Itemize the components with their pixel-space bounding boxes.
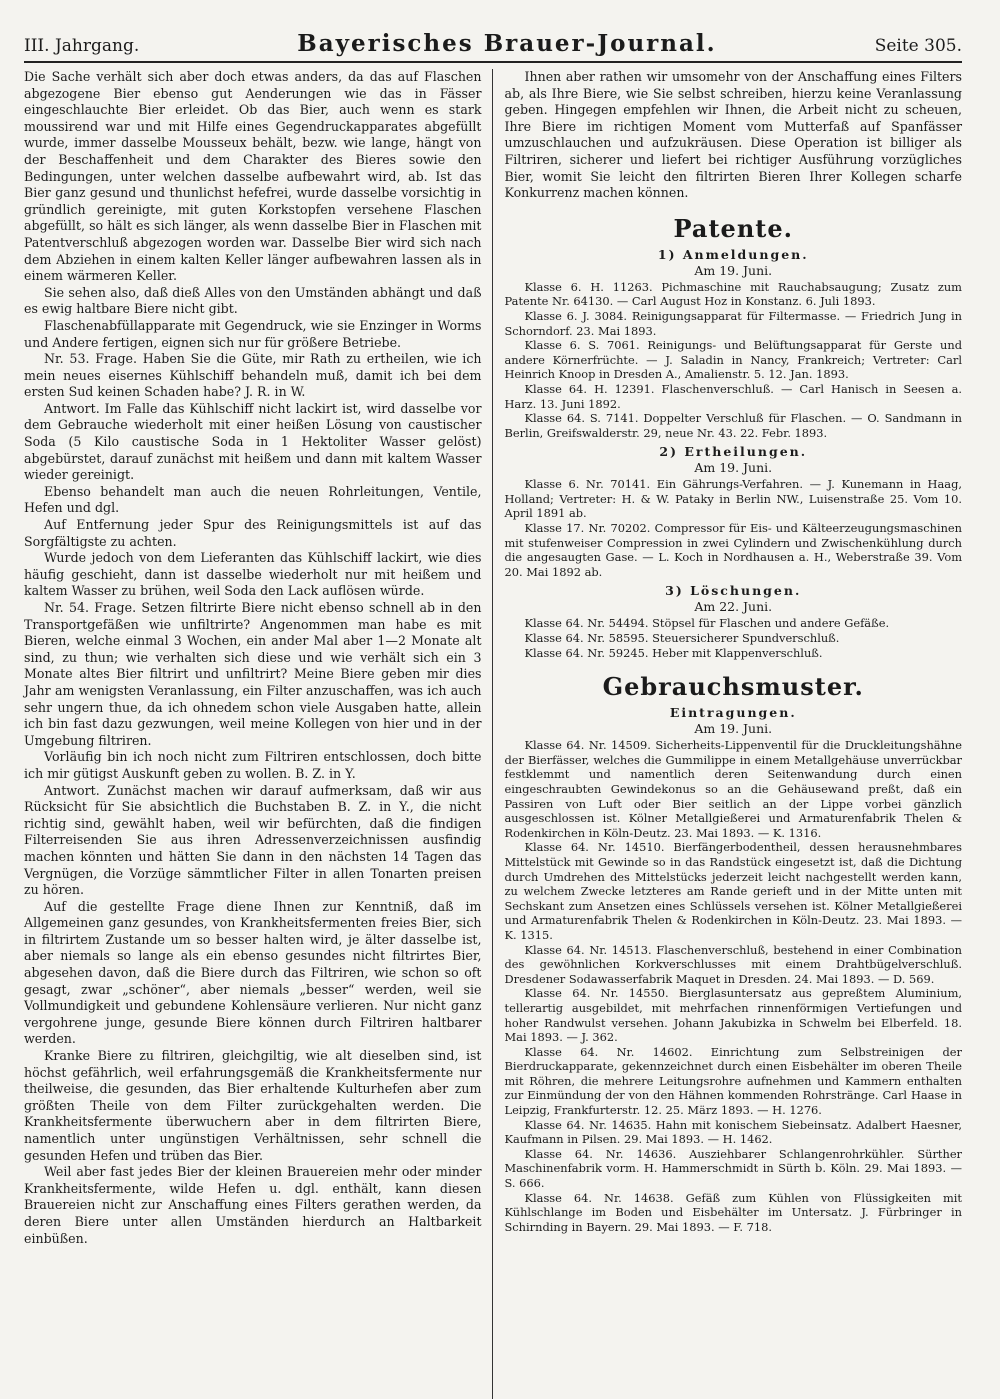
patent-entry: Klasse 17. Nr. 70202. Compressor für Eis- und Kälteerzeugungsmaschinen mit stufenweiser Compression in zwei Cylindern und Zwischenkühlung durch die angesaugten Gase. — L. Koch in Nordhausen a. H., Weberstraße 39. Vom 20. Mai 1892 ab. [504, 521, 962, 579]
paragraph: Flaschenabfüllapparate mit Gegendruck, wie sie Enzinger in Worms und Andere fertigen, eignen sich nur für größere Betriebe. [24, 317, 482, 350]
gebrauchsmuster-title: Gebrauchsmuster. [602, 672, 864, 702]
answer-continuation: Ihnen aber rathen wir umsomehr von der Anschaffung eines Filters ab, als Ihre Biere, wie Sie selbst schreiben, hierzu keine Veranlassung geben. Hingegen empfehlen wir Ihnen, die Arbeit nicht zu scheuen, Ihre Biere im richtigen Moment vom Mutterfaß auf Spanfässer umzuschlauchen und aufzukräusen. Diese Operation ist billiger als Filtriren, sicherer und liefert bei richtiger Ausführung vorzügliches Bier, womit Sie leicht den filtrirten Bieren Ihrer Kollegen scharfe Konkurrenz machen können. [504, 69, 962, 201]
paragraph: Auf die gestellte Frage diene Ihnen zur Kenntniß, daß im Allgemeinen ganz gesundes, von Krankheitsfermenten freies Bier, sich in filtrirtem Zustande um so besser halten wird, je älter dasselbe ist, aber niemals so lange als ein ebenso gesundes nicht filtrirtes Bier, abgesehen davon, daß die Biere durch das Filtriren, wie schon so oft gesagt, zwar „schöner“, aber niemals „besser“ werden, weil sie Vollmundigkeit und gebundene Kohlensäure verlieren. Nur nicht ganz vergohrene junge, gesunde Biere können durch Filtriren haltbarer werden. [24, 898, 482, 1047]
anmeldungen-date: Am 19. Juni. [694, 262, 773, 278]
gebrauchsmuster-entry: Klasse 64. Nr. 14602. Einrichtung zum Selbstreinigen der Bierdruckapparate, gekennzeichnet durch einen Eisbehälter im oberen Theile mit Röhren, die mehrere Leitungsrohre aufnehmen und Kammern enthalten zur Einmündung der von den Hähnen kommenden Rohrstränge. Carl Haase in Leipzig, Frankfurterstr. 12. 25. März 1893. — H. 1276. [504, 1044, 962, 1118]
page-header [24, 30, 962, 63]
paragraph: Kranke Biere zu filtriren, gleichgiltig, wie alt dieselben sind, ist höchst gefährlich, weil erfahrungsgemäß die Krankheitsfermente nur theilweise, die gesunden, das Bier erhaltende Kulturhefen aber zum größten Theile von dem Filter zurückgehalten werden. Die Krankheitsfermente überwuchern aber in dem filtrirten Biere, namentlich unter ungünstigen Verhältnissen, sehr schnell die gesunden Hefen und trüben das Bier. [24, 1048, 482, 1163]
gebrauchsmuster-entry: Klasse 64. Nr. 14636. Ausziehbarer Schlangenrohrkühler. Sürther Maschinenfabrik vorm. H. Hammerschmidt in Sürth b. Köln. 29. Mai 1893. — S. 666. [504, 1146, 962, 1191]
loeschungen-date: Am 22. Juni. [694, 599, 773, 615]
ertheilungen-date: Am 19. Juni. [694, 460, 773, 476]
gebrauchsmuster-entry: Klasse 64. Nr. 14635. Hahn mit konischem Siebeinsatz. Adalbert Haesner, Kaufmann in Pilsen. 29. Mai 1893. — H. 1462. [504, 1117, 962, 1147]
patent-entry: Klasse 64. H. 12391. Flaschenverschluß. — Carl Hanisch in Seesen a. Harz. 13. Juni 1892. [504, 381, 962, 411]
anmeldungen-heading: 1) Anmeldungen. [657, 246, 809, 262]
patent-entry: Klasse 64. Nr. 58595. Steuersicherer Spundverschluß. [524, 631, 840, 646]
left-column [24, 69, 493, 1399]
answer-54: Antwort. Zunächst machen wir darauf aufmerksam, daß wir aus Rücksicht für Sie absichtlich die Buchstaben B. Z. in Y., die nicht richtig sind, gewählt haben, weil wir befürchten, daß die findigen Filterreisenden Sie aus ihren Adressenverzeichnissen ausfindig machen könnten und hätten Sie dann in den nächsten 14 Tagen das Vergnügen, die Vorzüge sämmtlicher Filter in allen Tonarten preisen zu hören. [24, 782, 482, 898]
patent-entry: Klasse 6. H. 11263. Pichmaschine mit Rauchabsaugung; Zusatz zum Patente Nr. 64130. — Carl August Hoz in Konstanz. 6. Juli 1893. [504, 279, 962, 309]
patent-entry: Klasse 64. Nr. 59245. Heber mit Klappenverschluß. [524, 645, 823, 660]
gebrauchsmuster-entry: Klasse 64. Nr. 14510. Bierfängerbodentheil, dessen herausnehmbares Mittelstück mit Gewinde so in das Randstück eingesetzt ist, daß die Dichtung durch Umdrehen des Mittelstücks jederzeit leicht nachgestellt werden kann, zu welchem Zwecke letzteres am Rande gerieft und in der Mitte unten mit Sechskant zum Ansetzen eines Schlüssels versehen ist. Kölner Metallgießerei und Armaturenfabrik Thelen & Rodenkirchen in Köln-Deutz. 23. Mai 1893. — K. 1315. [504, 840, 962, 942]
volume-label: III. Jahrgang. [24, 36, 140, 56]
answer-53: Antwort. Im Falle das Kühlschiff nicht lackirt ist, wird dasselbe vor dem Gebrauche wiederholt mit einer heißen Lösung von caustischer Soda (5 Kilo caustische Soda in 1 Hektoliter Wasser gelöst) abgebürstet, darauf zunächst mit heißem und dann mit kaltem Wasser wieder gereinigt. [24, 400, 482, 483]
paragraph: Vorläufig bin ich noch nicht zum Filtriren entschlossen, doch bitte ich mir gütigst Auskunft geben zu wollen. B. Z. in Y. [24, 749, 482, 781]
patent-entry: Klasse 6. Nr. 70141. Ein Gährungs-Verfahren. — J. Kunemann in Haag, Holland; Vertreter: H. & W. Pataky in Berlin NW., Luisenstraße 25. Vom 10. April 1891 ab. [504, 477, 962, 521]
patents-title: Patente. [673, 213, 793, 243]
paragraph: Ebenso behandelt man auch die neuen Rohrleitungen, Ventile, Hefen und dgl. [24, 483, 482, 516]
ertheilungen-heading: 2) Ertheilungen. [659, 444, 808, 460]
patent-entry: Klasse 6. S. 7061. Reinigungs- und Belüftungsapparat für Gerste und andere Körnerfrüchte. — J. Saladin in Nancy, Frankreich; Vertreter: Carl Heinrich Knoop in Dresden A., Amalienstr. 5. 12. Jan. 1893. [504, 338, 962, 382]
page-number: Seite 305. [874, 36, 962, 56]
paragraph: Sie sehen also, daß dieß Alles von den Umständen abhängt und daß es ewig haltbare Biere nicht gibt. [24, 284, 482, 317]
patent-entry: Klasse 64. S. 7141. Doppelter Verschluß für Flaschen. — O. Sandmann in Berlin, Greifswalderstr. 29, neue Nr. 43. 22. Febr. 1893. [504, 411, 962, 440]
text-columns [24, 69, 962, 1399]
question-53: Nr. 53. Frage. Haben Sie die Güte, mir Rath zu ertheilen, wie ich mein neues eisernes Kühlschiff behandeln muß, damit ich bei dem ersten Sud keinen Schaden habe? J. R. in W. [24, 351, 482, 400]
eintragungen-heading: Eintragungen. [669, 705, 797, 721]
gebrauchsmuster-entry: Klasse 64. Nr. 14638. Gefäß zum Kühlen von Flüssigkeiten mit Kühlschlange im Boden und Eisbehälter im Untersatz. J. Fürbringer in Schirnding in Bayern. 29. Mai 1893. — F. 718. [504, 1190, 962, 1234]
eintragungen-date: Am 19. Juni. [694, 721, 773, 737]
journal-title: Bayerisches Brauer-Journal. [297, 30, 717, 57]
question-54: Nr. 54. Frage. Setzen filtrirte Biere nicht ebenso schnell ab in den Transportgefäßen wie unfiltrirte? Angenommen man habe es mit Bieren, welche einmal 3 Wochen, ein ander Mal aber 1—2 Monate alt sind, zu thun; wie verhalten sich diese und wie verhält sich ein 3 Monate altes Bier filtrirt und unfiltrirt? Meine Biere geben mir dies Jahr am wenigsten Veranlassung, ein Filter anzuschaffen, was ich auch sehr ungern thue, da ich ohnedem schon viele Ausgaben hatte, allein ich bin fast dazu gezwungen, weil meine Kollegen von hier und in der Umgebung filtriren. [24, 600, 482, 748]
loeschungen-heading: 3) Löschungen. [665, 583, 802, 599]
gebrauchsmuster-entry: Klasse 64. Nr. 14513. Flaschenverschluß, bestehend in einer Combination des gewöhnlichen Korkverschlusses mit einem Drahtbügelverschluß. Dresdener Sodawasserfabrik Maquet in Dresden. 24. Mai 1893. — D. 569. [504, 942, 962, 986]
patent-entry: Klasse 64. Nr. 54494. Stöpsel für Flaschen und andere Gefäße. [524, 616, 890, 631]
patent-entry: Klasse 6. J. 3084. Reinigungsapparat für Filtermasse. — Friedrich Jung in Schorndorf. 23. Mai 1893. [504, 308, 962, 338]
gebrauchsmuster-entry: Klasse 64. Nr. 14550. Bierglasuntersatz aus gepreßtem Aluminium, tellerartig ausgebildet, mit mehrfachen rinnenförmigen Vertiefungen und hoher Randwulst versehen. Johann Jakubizka in Schwelm bei Elberfeld. 18. Mai 1893. — J. 362. [504, 986, 962, 1045]
paragraph: Weil aber fast jedes Bier der kleinen Brauereien mehr oder minder Krankheitsfermente, wilde Hefen u. dgl. enthält, kann diesen Brauereien nicht zur Anschaffung eines Filters gerathen werden, da deren Biere unter allen Umständen hierdurch an Haltbarkeit einbüßen. [24, 1164, 482, 1246]
paragraph: Wurde jedoch von dem Lieferanten das Kühlschiff lackirt, wie dies häufig geschieht, dann ist dasselbe wiederholt nur mit heißem und kaltem Wasser zu brühen, weil Soda den Lack auflösen würde. [24, 550, 482, 599]
paragraph: Die Sache verhält sich aber doch etwas anders, da das auf Flaschen abgezogene Bier ebenso gut Aenderungen wie das in Fässer eingeschlauchte Bier erleidet. Ob das Bier, auch wenn es stark moussirend war und mit Hilfe eines Gegendruckapparates abgefüllt wurde, immer dasselbe Mousseux behält, bezw. wie lange, hängt von der Beschaffenheit und dem Charakter des Bieres sowie den Bedingungen, unter welchen dasselbe aufbewahrt wird, ab. Ist das Bier ganz gesund und thunlichst hefefrei, wurde dasselbe vorsichtig in gründlich gereinigte, mit guten Korkstopfen versehene Flaschen abgefüllt, so hält es sich länger, als wenn dasselbe Bier in Flaschen mit Patentverschluß abgezogen worden war. Dasselbe Bier wird sich nach dem Abziehen in einem kalten Keller länger aufbewahren lassen als in einem wärmeren Keller. [24, 69, 482, 284]
gebrauchsmuster-entry: Klasse 64. Nr. 14509. Sicherheits-Lippenventil für die Druckleitungshähne der Bierfässer, welches die Gummilippe in einem Metallgehäuse unverrückbar festklemmt und namentlich deren Seitenwandung durch einen eingeschraubten Gewindekonus so an die Gehäusewand preßt, daß ein Passiren von Luft oder Bier seitlich an der Lippe vorbei gänzlich ausgeschlossen ist. Kölner Metallgießerei und Armaturenfabrik Thelen & Rodenkirchen in Köln-Deutz. 23. Mai 1893. — K. 1316. [504, 738, 962, 840]
paragraph: Auf Entfernung jeder Spur des Reinigungsmittels ist auf das Sorgfältigste zu achten. [24, 517, 482, 549]
right-column [493, 69, 963, 1399]
